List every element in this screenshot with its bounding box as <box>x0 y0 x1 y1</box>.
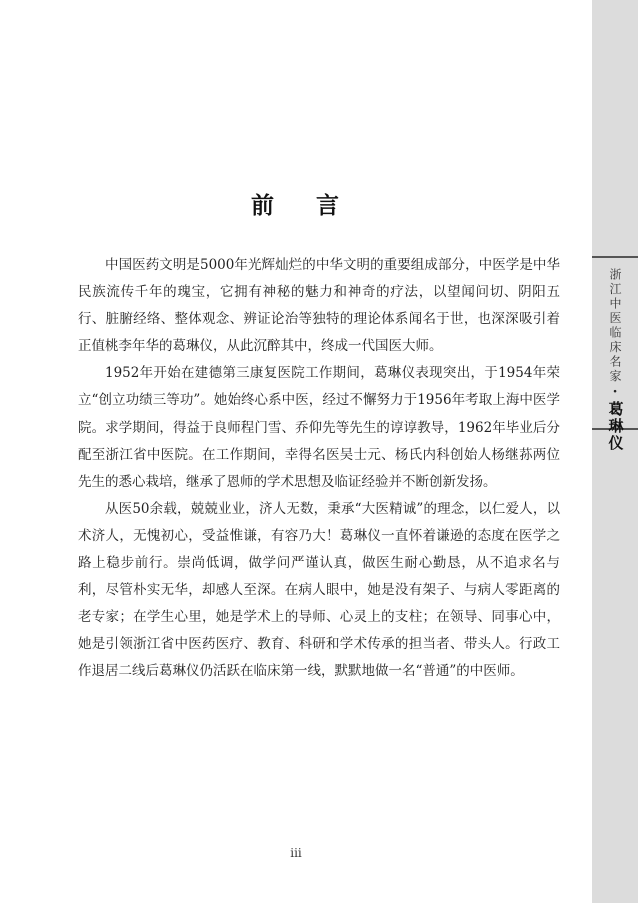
paragraph-1: 中国医药文明是5000年光辉灿烂的中华文明的重要组成部分，中医学是中华民族流传千年的瑰宝，它拥有神秘的魅力和神奇的疗法，以望闻问切、阴阳五行、脏腑经络、整体观念、辨证论治等独特的理论体系闻名于世，也深深吸引着正值桃李年华的葛琳仪，从此沉醉其中，终成一代国医大师。 <box>78 257 560 355</box>
side-tab-top-rule <box>592 256 638 258</box>
side-tab-label <box>592 268 638 452</box>
page-number: iii <box>290 846 302 860</box>
series-separator: · <box>612 384 618 400</box>
page-title <box>0 187 592 220</box>
paragraph-3: 从医50余载，兢兢业业，济人无数，秉承“大医精诚”的理念，以仁爱人，以术济人，无愧初心，受益惟谦，有容乃大！葛琳仪一直怀着谦逊的态度在医学之路上稳步前行。崇尚低调，做学问严谨认真，做医生耐心勤恳，从不追求名与利，尽管朴实无华，却感人至深。在病人眼中，她是没有架子、与病人零距离的老专家；在学生心里，她是学术上的导师、心灵上的支柱；在领导、同事心中，她是引领浙江省中医药医疗、教育、科研和学术传承的担当者、带头人。行政工作退居二线后葛琳仪仍活跃在临床第一线，默默地做一名“普通”的中医师。 <box>78 500 560 680</box>
series-title: 浙江中医临床名家 <box>608 268 622 384</box>
physician-name: 葛琳仪 <box>606 401 625 452</box>
page-title-char-1: 前 <box>251 193 276 220</box>
page-title-char-2: 言 <box>316 193 341 220</box>
preface-body <box>78 252 560 686</box>
paragraph-2: 1952年开始在建德第三康复医院工作期间，葛琳仪表现突出，于1954年荣立“创立功绩三等功”。她始终心系中医，经过不懈努力于1956年考取上海中医学院。求学期间，得益于良师程门雪、乔仰先等先生的谆谆教导，1962年毕业后分配至浙江省中医院。在工作期间，幸得名医吴士元、杨氏内科创始人杨继荪两位先生的悉心栽培，继承了恩师的学术思想及临证经验并不断创新发扬。 <box>78 365 560 490</box>
